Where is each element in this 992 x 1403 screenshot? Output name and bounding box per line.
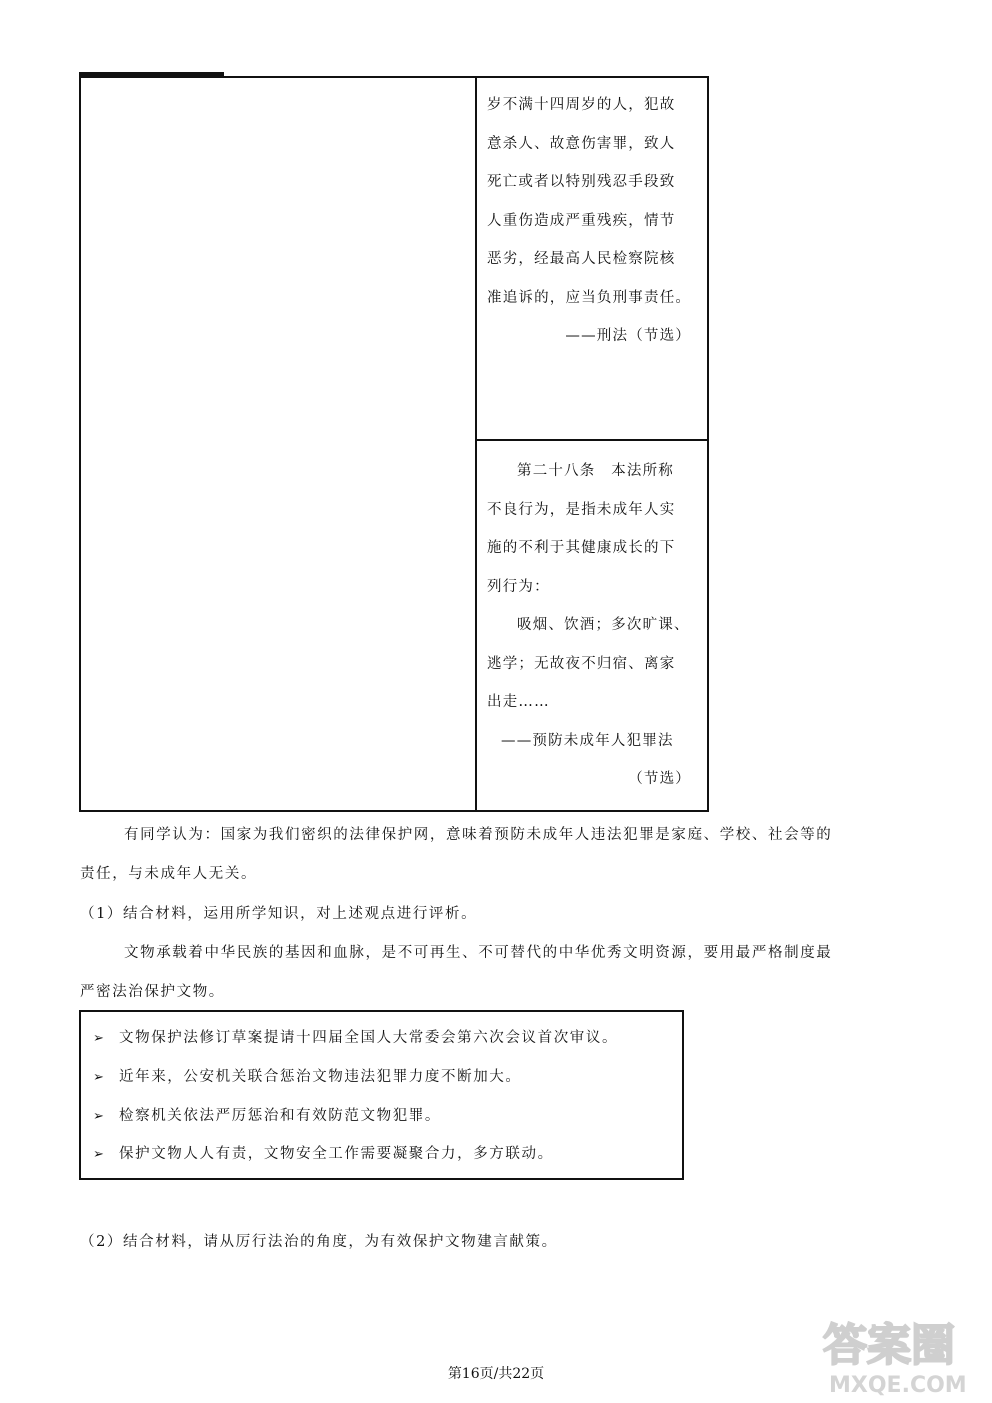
- cell-line: 恶劣，经最高人民检察院核: [487, 251, 676, 267]
- cell-line: 出走……: [487, 694, 550, 710]
- cell-line: 岁不满十四周岁的人，犯故: [487, 97, 676, 113]
- list-item-text: 检察机关依法严厉惩治和有效防范文物犯罪。: [119, 1108, 441, 1124]
- question-2: （2）结合材料，请从厉行法治的角度，为有效保护文物建言献策。: [80, 1234, 558, 1250]
- list-item-text: 文物保护法修订草案提请十四届全国人大常委会第六次会议首次审议。: [119, 1030, 619, 1046]
- list-item: [93, 1142, 554, 1163]
- cell-line: 第二十八条 本法所称: [517, 463, 674, 479]
- table-row-divider: [476, 439, 709, 441]
- material-line-1: 文物承载着中华民族的基因和血脉，是不可再生、不可替代的中华优秀文明资源，要用最严格制度最: [124, 945, 833, 961]
- cell-line: 列行为：: [487, 578, 550, 595]
- cell-line: 人重伤造成严重残疾，情节: [487, 212, 676, 229]
- list-item: [93, 1104, 441, 1125]
- watermark-logo: [815, 1308, 985, 1398]
- cell-line: 不良行为，是指未成年人实: [487, 501, 676, 518]
- prevention-law-cell: [487, 452, 699, 799]
- prevention-law-source-note: （节选）: [628, 771, 691, 787]
- page-number: 第16页/共22页: [447, 1366, 545, 1382]
- criminal-law-cell: [487, 86, 699, 356]
- cell-line: 逃学；无故夜不归宿、离家: [487, 655, 676, 672]
- cell-line: 吸烟、饮酒；多次旷课、: [517, 617, 690, 633]
- watermark-text-bottom: MXQE.COM: [829, 1373, 967, 1398]
- arrow-bullet-icon: ➢: [93, 1109, 106, 1124]
- list-item-text: 近年来，公安机关联合惩治文物违法犯罪力度不断加大。: [119, 1069, 522, 1085]
- opinion-line-1: 有同学认为：国家为我们密织的法律保护网，意味着预防未成年人违法犯罪是家庭、学校、社会等的: [124, 827, 833, 843]
- prevention-law-source: ——预防未成年人犯罪法: [501, 732, 674, 749]
- opinion-line-2: 责任，与未成年人无关。: [80, 866, 258, 882]
- criminal-law-source: ——刑法（节选）: [565, 328, 691, 344]
- arrow-bullet-icon: ➢: [93, 1147, 106, 1162]
- cell-line: 意杀人、故意伤害罪，致人: [487, 135, 676, 152]
- cell-line: 准追诉的，应当负刑事责任。: [487, 289, 692, 306]
- arrow-bullet-icon: ➢: [93, 1070, 106, 1085]
- material-line-2: 严密法治保护文物。: [80, 984, 225, 1000]
- arrow-bullet-icon: ➢: [93, 1031, 106, 1046]
- list-item: [93, 1026, 618, 1047]
- table-column-divider: [475, 76, 477, 812]
- list-item: [93, 1065, 522, 1086]
- cell-line: 施的不利于其健康成长的下: [487, 540, 676, 556]
- list-item-text: 保护文物人人有责，文物安全工作需要凝聚合力，多方联动。: [119, 1146, 554, 1162]
- question-1: （1）结合材料，运用所学知识，对上述观点进行评析。: [80, 906, 478, 922]
- cell-line: 死亡或者以特别残忍手段致: [487, 174, 676, 190]
- watermark-text-top: 答案圈: [823, 1320, 955, 1371]
